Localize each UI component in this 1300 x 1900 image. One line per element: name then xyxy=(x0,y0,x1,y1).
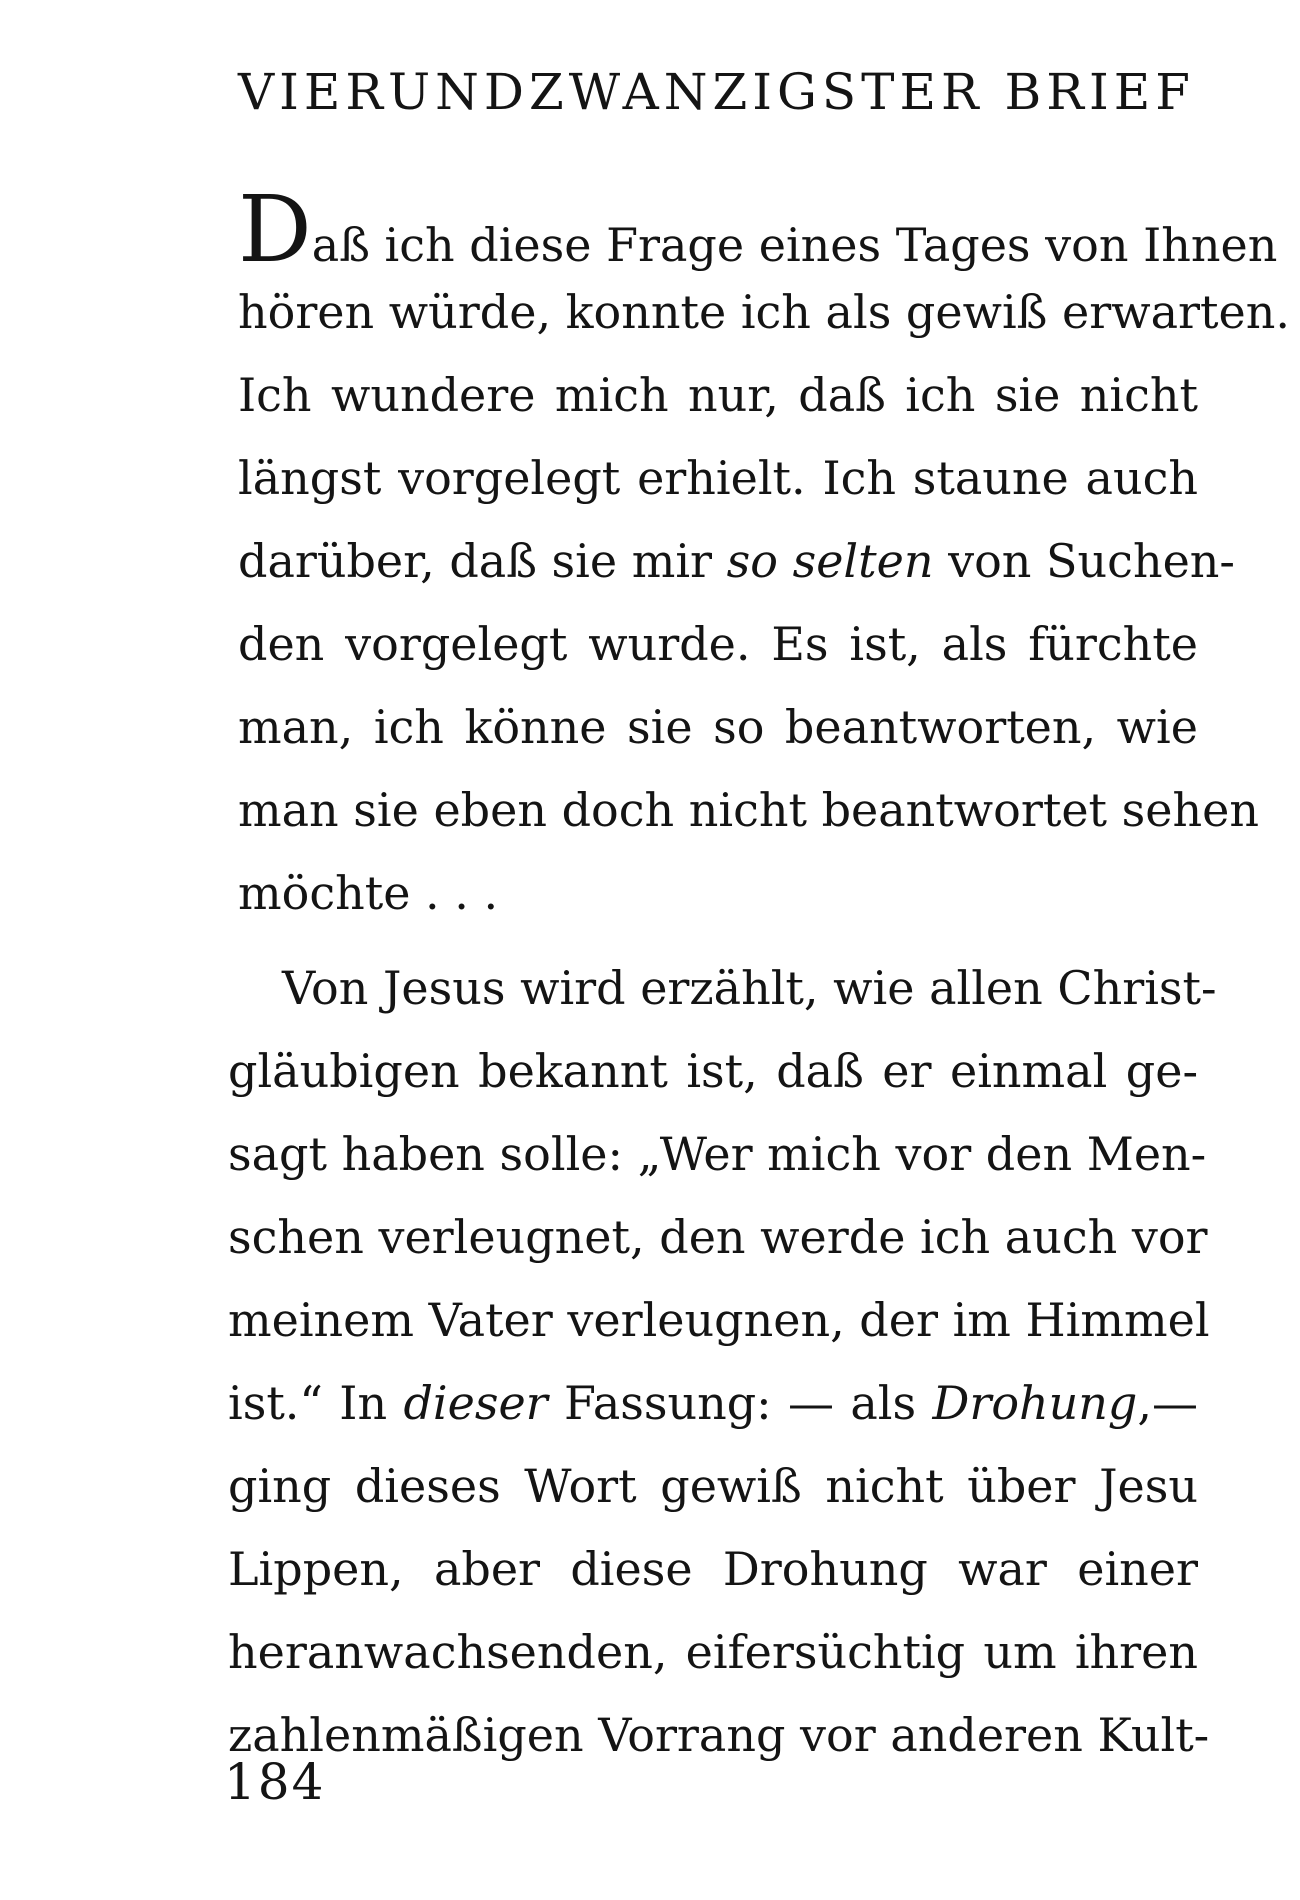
emphasis-text: dieser xyxy=(403,1376,548,1430)
text-line: meinem Vater verleugnen, der im Himmel xyxy=(228,1293,1210,1347)
text-line: möchte . . . xyxy=(238,866,499,920)
body-text xyxy=(228,176,1290,1777)
drop-cap: D xyxy=(238,176,312,283)
text-line: schen verleugnet, den werde ich auch vor xyxy=(228,1210,1208,1264)
text-line: Lippen, aber diese Drohung war einer xyxy=(228,1542,1198,1596)
text-line: den vorgelegt wurde. Es ist, als fürchte xyxy=(238,617,1198,671)
text-line xyxy=(228,520,1235,603)
paragraph-2 xyxy=(228,947,1217,1777)
text-span: ist.“ In xyxy=(228,1376,388,1430)
text-span: von Suchen- xyxy=(948,534,1235,588)
text-line: sagt haben solle: „Wer mich vor den Men- xyxy=(228,1127,1207,1181)
page-number: 184 xyxy=(224,1753,326,1811)
text-line: längst vorgelegt erhielt. Ich staune auch xyxy=(238,451,1198,505)
text-span: darüber, daß sie mir xyxy=(238,534,713,588)
text-line: heranwachsenden, eifersüchtig um ihren xyxy=(228,1625,1198,1679)
paragraph-gap xyxy=(228,935,1198,947)
text-line: Von Jesus wird erzählt, wie allen Christ- xyxy=(282,961,1217,1015)
text-line: gläubigen bekannt ist, daß er einmal ge- xyxy=(228,1044,1198,1098)
text-span: aß ich diese Frage eines Tages von Ihnen xyxy=(311,218,1278,272)
running-head: VIERUNDZWANZIGSTER BRIEF xyxy=(238,63,1195,121)
text-line: ging dieses Wort gewiß nicht über Jesu xyxy=(228,1459,1198,1513)
emphasis-text: Drohung xyxy=(932,1376,1138,1430)
paragraph-1 xyxy=(228,176,1290,935)
text-line: man sie eben doch nicht beantwortet sehen xyxy=(238,783,1259,837)
text-line: man, ich könne sie so beantworten, wie xyxy=(238,700,1198,754)
text-span: Fassung: — als xyxy=(564,1376,917,1430)
text-line xyxy=(228,1362,1198,1445)
emphasis-text: so selten xyxy=(726,534,934,588)
text-line xyxy=(228,176,1278,283)
text-line: zahlenmäßigen Vorrang vor anderen Kult- xyxy=(228,1708,1210,1762)
text-line: Ich wundere mich nur, daß ich sie nicht xyxy=(238,368,1198,422)
text-line: hören würde, konnte ich als gewiß erwarten. xyxy=(238,285,1290,339)
text-span: ,— xyxy=(1137,1376,1198,1430)
